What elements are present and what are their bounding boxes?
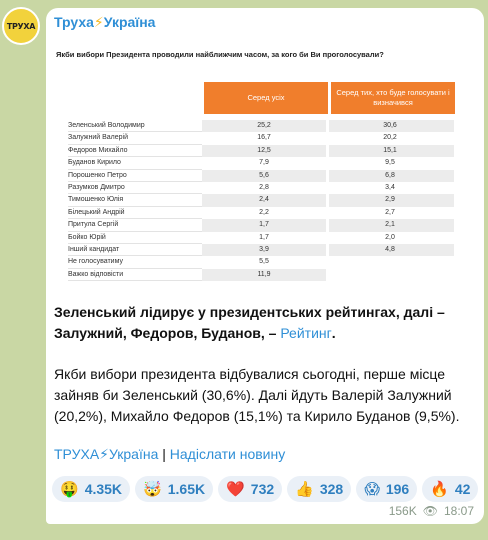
row-label: Інший кандидат — [68, 246, 120, 253]
value-decided: 20,2 — [383, 134, 397, 142]
send-news-link[interactable]: Надіслати новину — [169, 446, 286, 462]
reaction-emoji-icon: 🤑 — [60, 481, 79, 498]
value-decided: 15,1 — [383, 146, 397, 154]
row-label: Не голосуватиму — [68, 258, 123, 266]
row-label: Федоров Михайло — [68, 146, 128, 154]
reaction-button[interactable] — [135, 476, 213, 502]
table-row — [68, 157, 458, 169]
row-label: Важко відповісти — [68, 270, 124, 278]
value-decided: 3,4 — [385, 184, 395, 191]
column-header-decided: Серед тих, хто буде голосувати і визначився — [331, 82, 455, 114]
table-row — [68, 120, 458, 132]
table-row — [68, 145, 458, 157]
value-decided: 2,1 — [385, 221, 395, 229]
table-row — [68, 182, 458, 194]
reaction-button[interactable] — [52, 476, 130, 502]
value-all: 11,9 — [257, 270, 271, 278]
reaction-count: 328 — [319, 481, 344, 497]
value-all: 1,7 — [259, 233, 269, 241]
channel-name-part1: Труха — [54, 14, 94, 30]
channel-avatar[interactable] — [2, 7, 40, 45]
channel-name-part2: Україна — [103, 14, 156, 30]
reaction-button[interactable] — [287, 476, 351, 502]
message-bubble — [46, 8, 484, 524]
reaction-count: 42 — [454, 481, 471, 497]
headline-text: Зеленський лідирує у президентських рейтингах, далі – Залужний, Федоров, Буданов, – — [54, 304, 445, 341]
reaction-emoji-icon: 🔥 — [430, 481, 449, 498]
value-decided: 2,0 — [385, 233, 395, 241]
eye-icon: 👁 — [422, 504, 438, 518]
row-label: Буданов Кирило — [68, 159, 121, 167]
footer-separator: | — [158, 446, 170, 462]
value-decided: 9,5 — [385, 159, 395, 167]
reaction-button[interactable] — [218, 476, 282, 502]
value-all: 12,5 — [257, 146, 271, 154]
poll-table-image[interactable] — [54, 44, 474, 294]
value-all: 2,8 — [259, 184, 269, 191]
table-row — [68, 132, 458, 144]
value-all: 5,5 — [259, 258, 269, 266]
reaction-emoji-icon: 👍 — [295, 481, 314, 498]
row-label: Зеленський Володимир — [68, 122, 145, 129]
message-meta — [389, 504, 474, 518]
value-decided: 30,6 — [383, 122, 397, 129]
value-all: 3,9 — [259, 246, 269, 253]
row-label: Разумков Дмитро — [68, 184, 125, 191]
value-all: 2,2 — [259, 208, 269, 216]
table-row — [68, 207, 458, 219]
headline — [54, 302, 474, 344]
views-count: 156K — [388, 504, 417, 518]
reactions-bar — [52, 476, 478, 502]
table-row — [68, 194, 458, 206]
value-decided: 2,9 — [385, 196, 395, 204]
value-all: 5,6 — [259, 171, 269, 179]
column-header-all: Серед усіх — [204, 82, 328, 114]
avatar-text: ТРУХА — [6, 21, 36, 31]
value-all: 2,4 — [259, 196, 269, 204]
reaction-count: 1.65K — [167, 481, 206, 497]
value-decided: 4,8 — [385, 246, 395, 253]
rating-link[interactable]: Рейтинг — [280, 325, 332, 341]
bolt-icon: ⚡ — [93, 14, 104, 30]
row-label: Залужний Валерій — [68, 134, 128, 142]
value-all: 25,2 — [257, 122, 271, 129]
row-label: Бойко Юрій — [68, 233, 106, 241]
row-label: Тимошенко Юлія — [68, 196, 124, 204]
value-decided: 2,7 — [385, 208, 395, 216]
reaction-count: 196 — [385, 481, 410, 497]
reaction-emoji-icon: 😱 — [364, 481, 380, 498]
value-all: 7,9 — [259, 159, 269, 167]
reaction-emoji-icon: 🤯 — [143, 481, 162, 498]
table-row — [68, 256, 458, 268]
value-decided: 6,8 — [385, 171, 395, 179]
row-label: Притула Сергій — [68, 221, 119, 229]
body-text: Якби вибори президента відбувалися сьогодні, перше місце зайняв би Зеленський (30,6%). Далі йдуть Валерій Залужний (20,2%), Михайло Федоров (15,1%) та Кирило Буданов (9,5%). — [54, 366, 460, 424]
table-row — [68, 219, 458, 231]
message-time: 18:07 — [443, 504, 474, 518]
table-row — [68, 269, 458, 281]
table-row — [68, 170, 458, 182]
table-question: Якби вибори Президента проводили найближчим часом, за кого би Ви проголосували? — [56, 50, 384, 59]
reaction-count: 4.35K — [84, 481, 123, 497]
table-row — [68, 232, 458, 244]
reaction-button[interactable] — [422, 476, 478, 502]
headline-end: . — [331, 325, 336, 341]
channel-link[interactable]: ТРУХА⚡Україна — [54, 446, 159, 462]
table-row — [68, 244, 458, 256]
reaction-emoji-icon: ❤️ — [226, 481, 245, 498]
row-divider — [68, 280, 202, 281]
footer-links — [54, 446, 285, 463]
value-all: 1,7 — [259, 221, 269, 229]
reaction-count: 732 — [250, 481, 275, 497]
row-label: Порошенко Петро — [68, 171, 127, 179]
reaction-button[interactable] — [356, 476, 417, 502]
channel-name[interactable] — [54, 14, 155, 31]
row-label: Білецький Андрій — [68, 208, 125, 216]
value-all: 16,7 — [257, 134, 271, 142]
